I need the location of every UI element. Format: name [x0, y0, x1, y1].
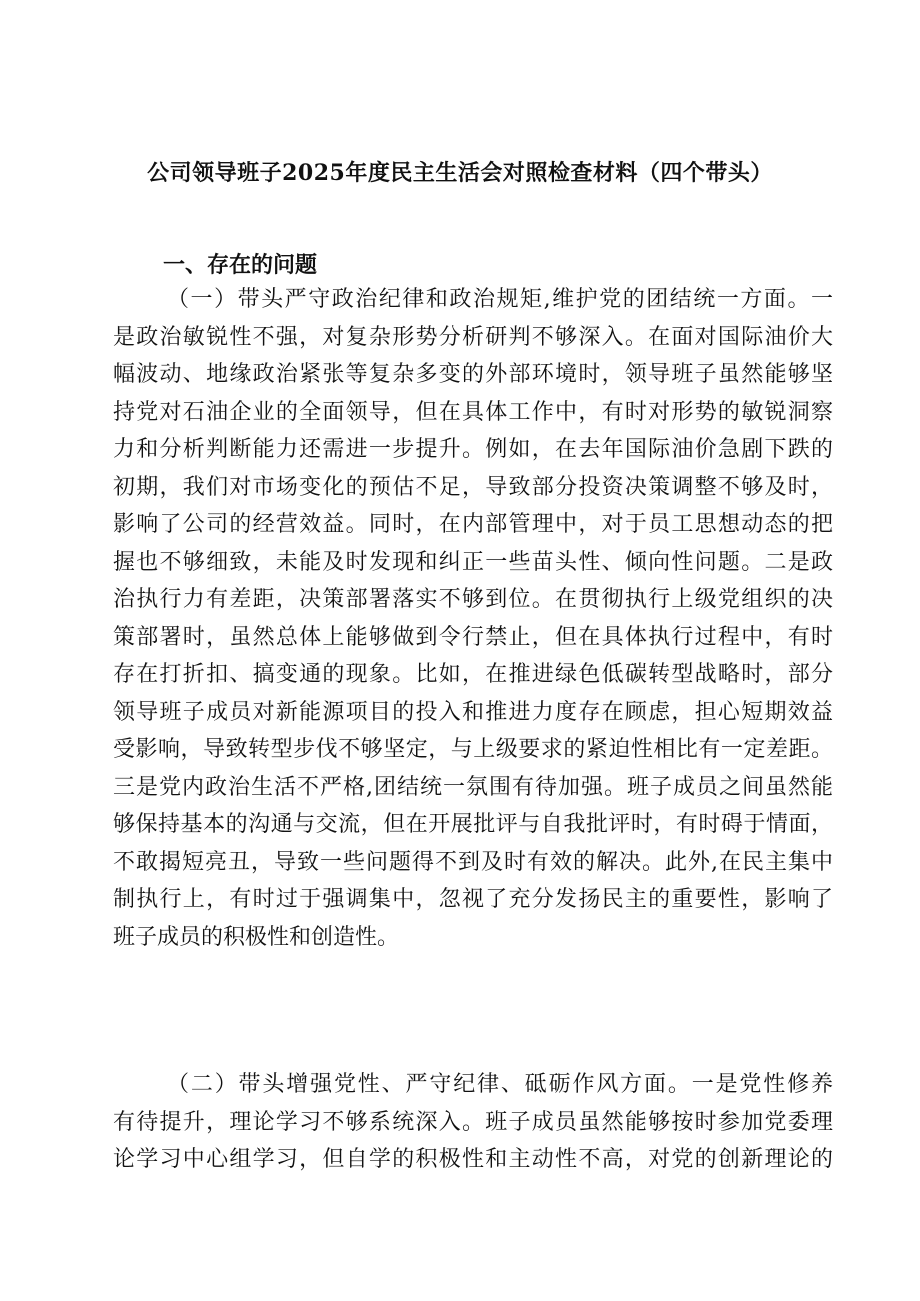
paragraph-line: 三是党内政治生活不严格,团结统一氛围有待加强。班子成员之间虽然能 [113, 774, 833, 800]
paragraph-line: 不敢揭短亮丑，导致一些问题得不到及时有效的解决。此外,在民主集中 [113, 849, 833, 875]
paragraph-line: 够保持基本的沟通与交流，但在开展批评与自我批评时，有时碍于情面， [113, 812, 833, 837]
paragraph-line: （二）带头增强党性、严守纪律、砥砺作风方面。一是党性修养 [167, 1072, 833, 1097]
paragraph-line: 幅波动、地缘政治紧张等复杂多变的外部环境时，领导班子虽然能够坚 [113, 362, 833, 387]
paragraph-line: 力和分析判断能力还需进一步提升。例如，在去年国际油价急剧下跌的 [113, 437, 833, 462]
paragraph-line: 是政治敏锐性不强，对复杂形势分析研判不够深入。在面对国际油价大 [113, 324, 833, 350]
paragraph-line: 治执行力有差距，决策部署落实不够到位。在贯彻执行上级党组织的决 [113, 587, 833, 612]
paragraph-line: 论学习中心组学习，但自学的积极性和主动性不高，对党的创新理论的 [113, 1147, 833, 1172]
paragraph-1 [113, 281, 833, 956]
paragraph-2 [113, 1066, 833, 1179]
paragraph-line: （一）带头严守政治纪律和政治规矩,维护党的团结统一方面。一 [167, 287, 833, 312]
paragraph-line: 受影响，导致转型步伐不够坚定，与上级要求的紧迫性相比有一定差距。 [113, 737, 833, 762]
document-title: 公司领导班子2025年度民主生活会对照检查材料（四个带头） [147, 160, 773, 186]
paragraph-line: 存在打折扣、搞变通的现象。比如，在推进绿色低碳转型战略时，部分 [113, 662, 833, 687]
paragraph-line: 领导班子成员对新能源项目的投入和推进力度存在顾虑，担心短期效益 [113, 699, 833, 725]
paragraph-line: 初期，我们对市场变化的预估不足，导致部分投资决策调整不够及时， [113, 474, 833, 500]
paragraph-line: 制执行上，有时过于强调集中，忽视了充分发扬民主的重要性，影响了 [113, 887, 833, 912]
paragraph-line: 班子成员的积极性和创造性。 [113, 924, 400, 950]
paragraph-line: 影响了公司的经营效益。同时，在内部管理中，对于员工思想动态的把 [113, 512, 833, 537]
paragraph-line: 持党对石油企业的全面领导，但在具体工作中，有时对形势的敏锐洞察 [113, 399, 833, 425]
paragraph-line: 握也不够细致，未能及时发现和纠正一些苗头性、倾向性问题。二是政 [113, 549, 833, 575]
paragraph-line: 策部署时，虽然总体上能够做到令行禁止，但在具体执行过程中，有时 [113, 624, 833, 650]
section-heading: 一、存在的问题 [163, 252, 318, 278]
paragraph-line: 有待提升，理论学习不够系统深入。班子成员虽然能够按时参加党委理 [113, 1109, 833, 1135]
